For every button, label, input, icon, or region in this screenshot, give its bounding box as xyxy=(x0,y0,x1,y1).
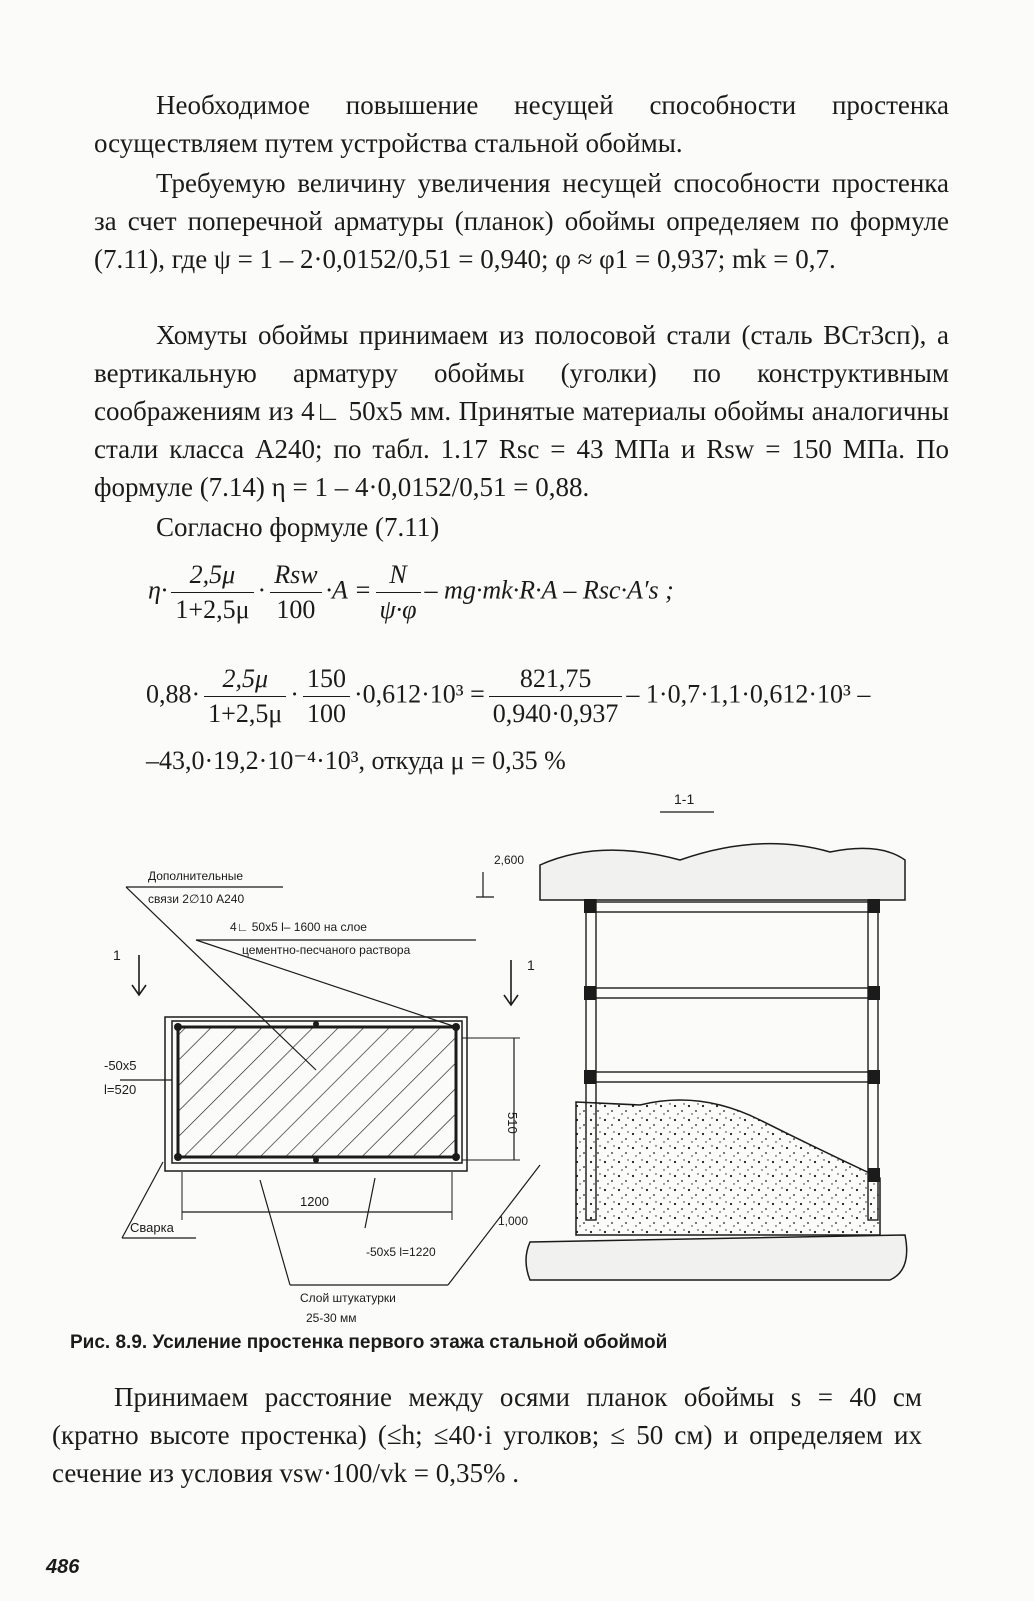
label-level-bottom: 1,000 xyxy=(498,1214,529,1228)
label-level-top: 2,600 xyxy=(494,853,525,867)
figure-caption: Рис. 8.9. Усиление простенка первого этажа стальной обоймой xyxy=(70,1332,668,1353)
paragraph-materials: Хомуты обоймы принимаем из полосовой стали (сталь ВСт3сп), а вертикальную арматуру обоймы (уголки) по конструктивным соображениям из 4∟ 50х5 мм. Принятые материалы обоймы аналогичны стали класса А240; по табл. 1.17 Rsc = 43 МПа и Rsw = 150 МПа. По формуле (7.14) η = 1 – 4·0,0152/0,51 = 0,88. xyxy=(94,320,949,502)
label-strip-2: l=520 xyxy=(104,1082,137,1097)
angle-corner xyxy=(174,1023,182,1031)
formula-general-tail: – mg·mk·R·A – Rsc·A′s ; xyxy=(424,575,674,605)
figure-reinforcement xyxy=(0,780,1034,1330)
formula-numeric-tail: – 1·0,7·1,1·0,612·10³ – xyxy=(626,679,871,709)
frac-num: 2,5μ xyxy=(222,664,268,693)
bottom-slab xyxy=(526,1235,907,1280)
formula-numeric-lead: 0,88· xyxy=(146,679,201,709)
label-angles-2: цементно-песчаного раствора xyxy=(242,943,411,957)
label-cut-left: 1 xyxy=(113,947,121,963)
frac-den: 1+2,5μ xyxy=(208,699,283,728)
weld-block xyxy=(584,1070,596,1084)
formula-general-lead: η· xyxy=(148,575,168,605)
label-weld: Сварка xyxy=(130,1220,174,1235)
label-dim-width: 1200 xyxy=(300,1194,329,1209)
weld-point xyxy=(313,1157,319,1163)
frac-den: ψ·φ xyxy=(379,595,417,624)
strip-3 xyxy=(586,1072,878,1082)
formula-numeric-frac1 xyxy=(204,664,286,729)
formula-general-frac3 xyxy=(376,560,421,625)
formula-general-mid: ·A = xyxy=(325,575,372,605)
frac-num: 821,75 xyxy=(489,664,623,697)
formula-numeric-mid: ·0,612·10³ = xyxy=(353,679,485,709)
label-section-mark: 1-1 xyxy=(674,791,695,807)
formula-numeric: 0,88· $\frac{2,5\mu}{1+2,5\mu}$ · $\frac{150}{100}$ ·0,612·10³ = $\frac{821,75}{0,940\cdot 0,937}$ – 1·0,7·1,1·0,612·10³ – xyxy=(146,664,871,728)
label-extra-ties-2: связи 2∅10 А240 xyxy=(148,892,245,906)
label-plaster-2: 25-30 мм xyxy=(306,1311,357,1325)
angle-corner xyxy=(174,1153,182,1161)
label-strip-long: -50х5 l=1220 xyxy=(366,1245,436,1259)
frac-den: 1+2,5μ xyxy=(175,595,250,624)
frac-num: 150 xyxy=(303,664,350,697)
frac-den: 100 xyxy=(306,699,346,728)
frac-den: 100 xyxy=(276,595,316,624)
pier-section xyxy=(178,1027,456,1157)
top-slab xyxy=(540,844,905,900)
formula-general-frac1 xyxy=(171,560,253,625)
weld-block xyxy=(584,986,596,1000)
formula-result: –43,0·19,2·10⁻⁴·10³, откуда μ = 0,35 % xyxy=(146,746,566,775)
weld-block xyxy=(868,1070,880,1084)
label-extra-ties-1: Дополнительные xyxy=(148,869,243,883)
paragraph-formula-ref: Согласно формуле (7.11) xyxy=(156,512,440,542)
formula-general: η· $\frac{2,5\mu}{1+2,5\mu}$ · $\frac{\text{Rsw}}{100}$ ·A = $\frac{N}{\psi\cdot\varphi}$ – mg·mk·R·A – Rsc·A′s ; xyxy=(148,560,674,624)
section-view xyxy=(476,791,907,1280)
frac-num: 2,5μ xyxy=(189,560,236,589)
paragraph-required-capacity: Требуемую величину увеличения несущей способности простенка за счет поперечной арматуры (планок) обоймы определяем по формуле (7.11), где ψ = 1 – 2·0,0152/0,51 = 0,940; φ ≈ φ1 = 0,937; mk = 0,7. xyxy=(94,168,949,274)
weld-block xyxy=(868,899,880,913)
weld-block xyxy=(584,899,596,913)
weld-point xyxy=(313,1021,319,1027)
label-plaster-1: Слой штукатурки xyxy=(300,1291,396,1305)
formula-numeric-frac3 xyxy=(489,664,623,729)
label-dim-height: 510 xyxy=(505,1112,520,1134)
masonry-pier xyxy=(576,1100,880,1235)
strip-1 xyxy=(586,902,878,912)
frac-num: Rsw xyxy=(274,560,318,589)
strip-2 xyxy=(586,988,878,998)
formula-numeric-frac2 xyxy=(303,664,350,729)
label-cut-right: 1 xyxy=(527,957,535,973)
page-number: 486 xyxy=(46,1556,80,1578)
label-strip-1: -50х5 xyxy=(104,1058,137,1073)
frac-den: 0,940·0,937 xyxy=(492,699,619,728)
formula-general-frac2 xyxy=(270,560,321,625)
paragraph-strip-spacing: Принимаем расстояние между осями планок обоймы s = 40 см (кратно высоте простенка) (≤h; ≤40·i уголков; ≤ 50 см) и определяем их сечение из условия vsw·100/vk = 0,35% . xyxy=(52,1382,922,1488)
angle-corner xyxy=(452,1153,460,1161)
weld-block xyxy=(868,986,880,1000)
paragraph-intro: Необходимое повышение несущей способности простенка осуществляем путем устройства стальной обоймы. xyxy=(94,90,949,158)
frac-num: N xyxy=(389,560,407,589)
label-angles-1: 4∟ 50х5 l– 1600 на слое xyxy=(230,920,367,934)
